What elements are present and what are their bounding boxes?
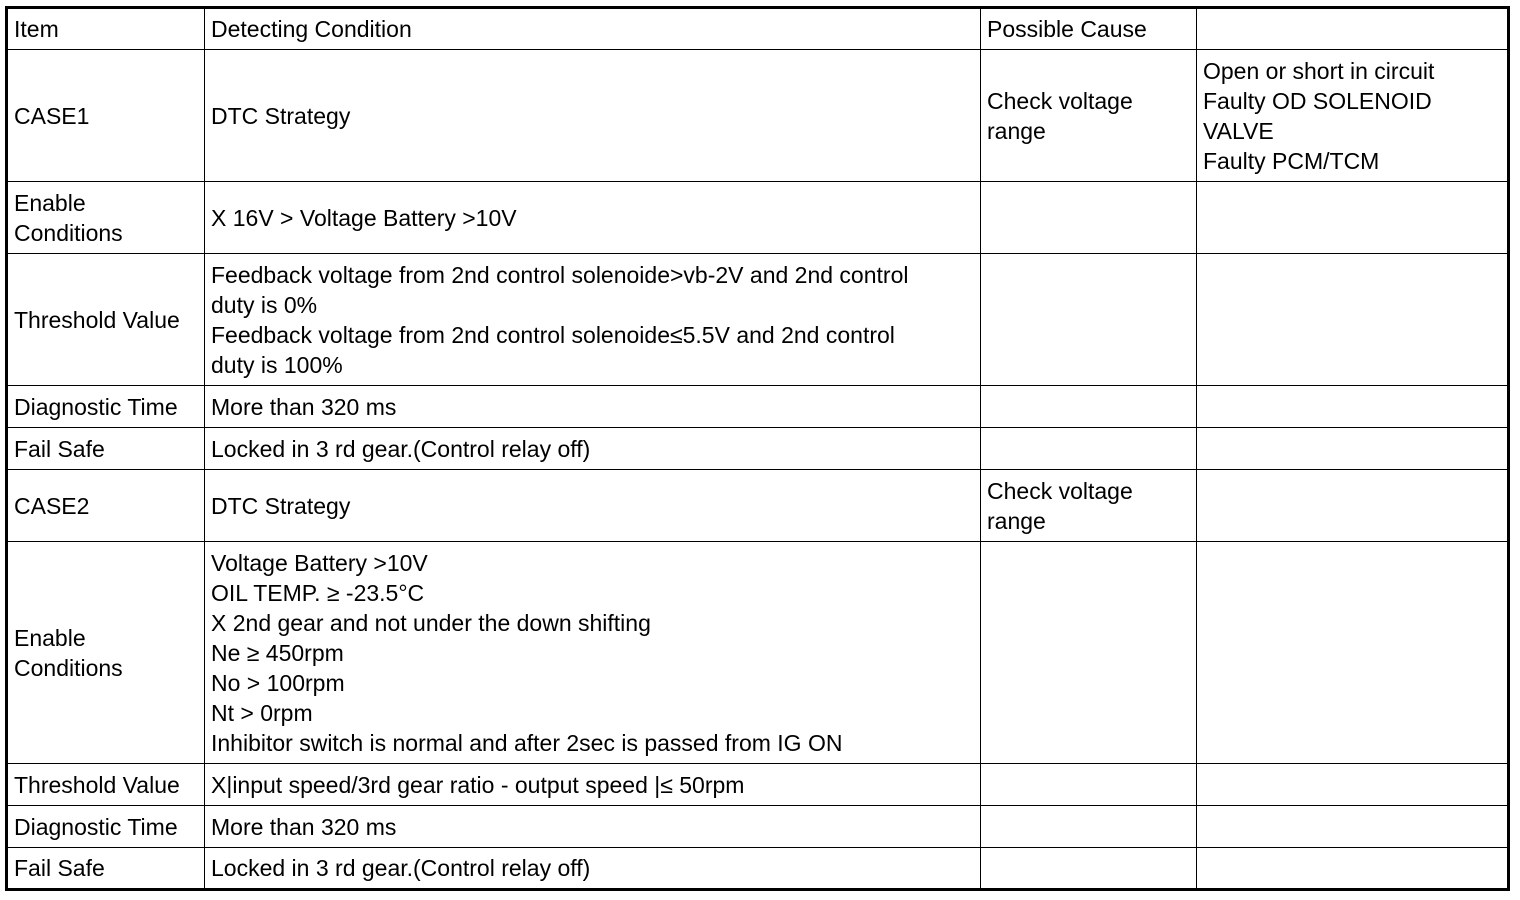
row-item-cell: Fail Safe (7, 428, 205, 470)
header-cell-empty (1197, 8, 1509, 50)
row-detail-cell (1197, 542, 1509, 764)
row-detail-cell (1197, 806, 1509, 848)
row-cause-cell: Check voltage range (981, 470, 1197, 542)
dtc-table (5, 6, 1510, 891)
row-cause-cell (981, 254, 1197, 386)
table-row (7, 50, 1509, 182)
row-detail-cell (1197, 254, 1509, 386)
row-item-cell: Enable Conditions (7, 182, 205, 254)
row-detail-cell (1197, 470, 1509, 542)
table-row (7, 254, 1509, 386)
header-cell-item: Item (7, 8, 205, 50)
row-detail-cell (1197, 848, 1509, 890)
row-item-cell: Diagnostic Time (7, 386, 205, 428)
table-row (7, 806, 1509, 848)
row-cause-cell (981, 386, 1197, 428)
row-cause-cell (981, 542, 1197, 764)
row-item-cell: CASE1 (7, 50, 205, 182)
row-condition-cell: X|input speed/3rd gear ratio - output speed |≤ 50rpm (205, 764, 981, 806)
row-condition-cell: DTC Strategy (205, 50, 981, 182)
table-header-row (7, 8, 1509, 50)
table-row (7, 428, 1509, 470)
row-item-cell: Threshold Value (7, 764, 205, 806)
row-condition-cell: More than 320 ms (205, 806, 981, 848)
row-detail-cell (1197, 764, 1509, 806)
header-cell-possible-cause: Possible Cause (981, 8, 1197, 50)
row-cause-cell (981, 848, 1197, 890)
row-condition-cell: Locked in 3 rd gear.(Control relay off) (205, 848, 981, 890)
row-detail-cell: Open or short in circuit Faulty OD SOLENOID VALVE Faulty PCM/TCM (1197, 50, 1509, 182)
row-detail-cell (1197, 428, 1509, 470)
row-detail-cell (1197, 182, 1509, 254)
row-cause-cell (981, 182, 1197, 254)
row-item-cell: CASE2 (7, 470, 205, 542)
table-row (7, 542, 1509, 764)
table-row (7, 848, 1509, 890)
row-condition-cell: More than 320 ms (205, 386, 981, 428)
row-condition-cell: X 16V > Voltage Battery >10V (205, 182, 981, 254)
table-row (7, 764, 1509, 806)
row-item-cell: Threshold Value (7, 254, 205, 386)
table-row (7, 470, 1509, 542)
row-condition-cell: Feedback voltage from 2nd control solenoide>vb-2V and 2nd control duty is 0% Feedback voltage from 2nd control solenoide≤5.5V and 2nd control duty is 100% (205, 254, 981, 386)
row-condition-cell: DTC Strategy (205, 470, 981, 542)
header-cell-detecting-condition: Detecting Condition (205, 8, 981, 50)
table-row (7, 182, 1509, 254)
row-condition-cell: Locked in 3 rd gear.(Control relay off) (205, 428, 981, 470)
row-cause-cell (981, 806, 1197, 848)
row-item-cell: Enable Conditions (7, 542, 205, 764)
row-detail-cell (1197, 386, 1509, 428)
table-row (7, 386, 1509, 428)
row-condition-cell: Voltage Battery >10V OIL TEMP. ≥ -23.5°C X 2nd gear and not under the down shifting Ne ≥ 450rpm No > 100rpm Nt > 0rpm Inhibitor switch is normal and after 2sec is passed from IG ON (205, 542, 981, 764)
row-cause-cell: Check voltage range (981, 50, 1197, 182)
row-cause-cell (981, 764, 1197, 806)
row-cause-cell (981, 428, 1197, 470)
row-item-cell: Diagnostic Time (7, 806, 205, 848)
row-item-cell: Fail Safe (7, 848, 205, 890)
